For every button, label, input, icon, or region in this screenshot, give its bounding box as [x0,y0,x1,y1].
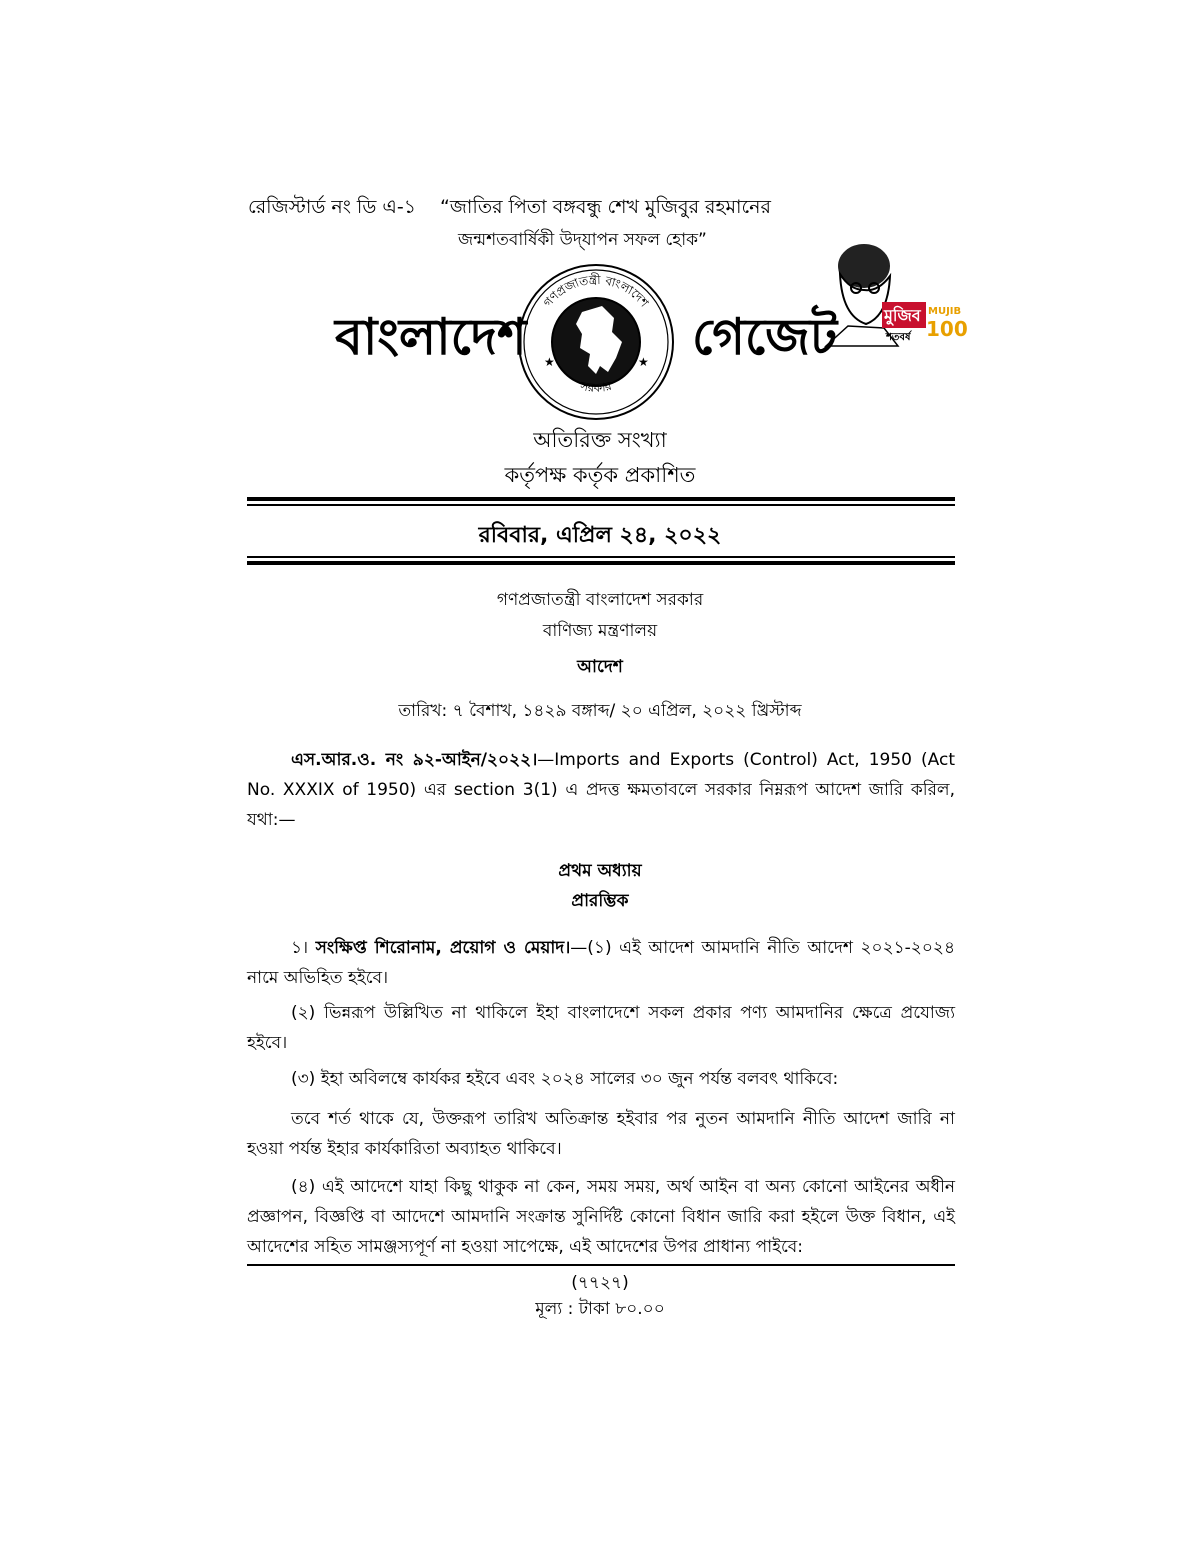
section-1-clause-4: (৪) এই আদেশে যাহা কিছু থাকুক না কেন, সময় সময়, অর্থ আইন বা অন্য কোনো আইনের অধীন প্রজ্ঞাপন, বিজ্ঞপ্তি বা আদেশে আমদানি সংক্রান্ত সুনির্দিষ্ট কোনো বিধান জারি করা হইলে উক্ত বিধান, এই আদেশের সহিত সামঞ্জস্যপূর্ণ না হওয়া সাপেক্ষে, এই আদেশের উপর প্রাধান্য পাইবে: [247,1177,955,1257]
price: মূল্য : টাকা ৮০.০০ [535,1299,665,1319]
slogan-line1: “জাতির পিতা বঙ্গবন্ধু শেখ মুজিবুর রহমানের [440,196,771,218]
seal-text-top: গণপ্রজাতন্ত্রী বাংলাদেশ [540,272,652,310]
double-rule-top-1 [247,497,955,501]
mujib-logo-number: 100 [926,317,968,341]
proviso-paragraph: তবে শর্ত থাকে যে, উক্তরূপ তারিখ অতিক্রান্ত হইবার পর নুতন আমদানি নীতি আদেশ জারি না হওয়া পর্যন্ত ইহার কার্যকারিতা অব্যাহত থাকিবে। [247,1109,955,1159]
extraordinary-issue: অতিরিক্ত সংখ্যা [533,428,667,452]
section-1-number: ১। [291,938,316,958]
mujib-100-logo-icon [818,236,968,352]
masthead-gazette: গেজেট [692,308,838,366]
order-date: তারিখ: ৭ বৈশাখ, ১৪২৯ বঙ্গাব্দ/ ২০ এপ্রিল, ২০২২ খ্রিস্টাব্দ [398,701,802,721]
slogan-line2: জন্মশতবার্ষিকী উদ্‌যাপন সফল হোক” [458,230,707,250]
section-1 [247,933,955,993]
published-by-authority: কর্তৃপক্ষ কর্তৃক প্রকাশিত [504,463,696,487]
section-1-text: —(১) এই আদেশ আমদানি নীতি আদেশ ২০২১-২০২৪ নামে অভিহিত হইবে। [247,938,955,988]
registration-number: রেজিস্টার্ড নং ডি এ-১ [248,196,417,218]
svg-text:সরকার [578,378,613,395]
sro-number: এস.আর.ও. নং ৯২-আইন/২০২২। [291,750,538,770]
mujib-logo-latin: MUJIB [928,306,962,317]
mujib-logo-text: মুজিব [884,306,921,325]
seal-text-bottom: সরকার [578,378,614,396]
order-title: আদেশ [577,657,623,677]
double-rule-top-2 [247,504,955,506]
government-seal-icon [516,262,676,422]
page-number: (৭৭২৭) [571,1273,629,1293]
section-1-heading: সংক্ষিপ্ত শিরোনাম, প্রয়োগ ও মেয়াদ। [315,938,571,958]
issue-date: রবিবার, এপ্রিল ২৪, ২০২২ [478,523,722,548]
svg-text:★: ★ [638,355,649,369]
header-line [248,193,771,225]
ministry-name: বাণিজ্য মন্ত্রণালয় [542,621,658,641]
sro-paragraph [247,745,955,835]
mujib-logo-sub: শতবর্ষ [886,332,911,343]
double-rule-bottom-2 [247,561,955,565]
chapter-title: প্রথম অধ্যায় [558,861,642,881]
masthead-bangladesh: বাংলাদেশ [335,308,527,366]
section-1-clause-3: (৩) ইহা অবিলম্বে কার্যকর হইবে এবং ২০২৪ সালের ৩০ জুন পর্যন্ত বলবৎ থাকিবে: [291,1069,839,1089]
footer-rule [247,1264,955,1266]
section-1-clause-2: (২) ভিন্নরূপ উল্লিখিত না থাকিলে ইহা বাংলাদেশে সকল প্রকার পণ্য আমদানির ক্ষেত্রে প্রযোজ্য হইবে। [247,1003,955,1053]
government-name: গণপ্রজাতন্ত্রী বাংলাদেশ সরকার [496,590,704,610]
double-rule-bottom-1 [247,556,955,558]
chapter-subtitle: প্রারম্ভিক [571,891,629,911]
sro-text: —Imports and Exports (Control) Act, 1950 (Act No. XXXIX of 1950) এর section 3(1) এ প্রদত্ত ক্ষমতাবলে সরকার নিম্নরূপ আদেশ জারি করিল, যথা:— [247,750,956,830]
svg-text:★: ★ [544,355,555,369]
